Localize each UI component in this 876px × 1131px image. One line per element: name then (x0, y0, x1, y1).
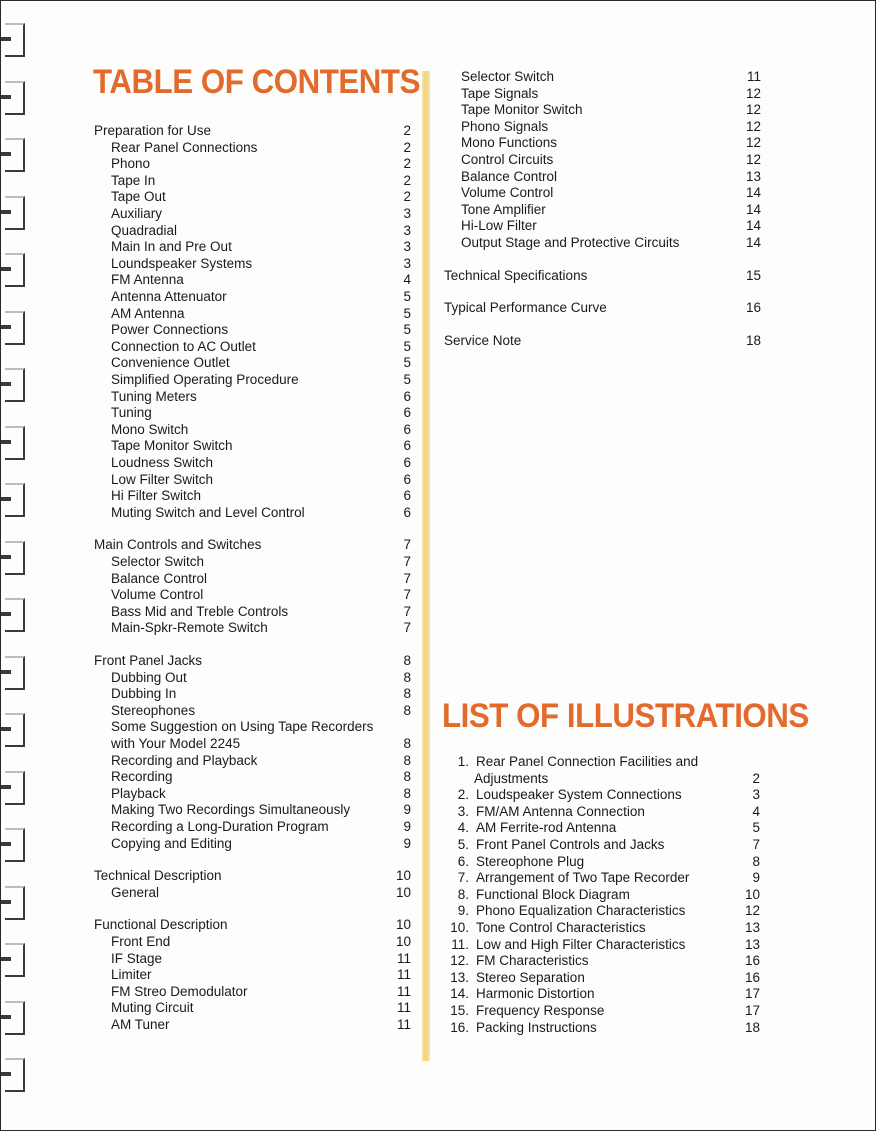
toc-entry (444, 85, 761, 102)
toc-page-number: 7 (403, 554, 411, 569)
toc-entry-title: Mono Functions (461, 135, 558, 151)
toc-page-number: 8 (403, 653, 411, 668)
toc-entry (94, 122, 411, 139)
toc-page-number: 10 (395, 917, 411, 933)
toc-entry-title: Limiter (111, 967, 152, 983)
toc-page-number: 8 (403, 769, 411, 785)
toc-entry-title: FM Streo Demodulator (111, 983, 248, 999)
toc-entry (94, 454, 411, 471)
toc-entry-title: FM Antenna (111, 272, 184, 288)
toc-page-number: 8 (403, 736, 411, 751)
toc-entry-title: Output Stage and Protective Circuits (461, 235, 680, 250)
toc-page-number: 3 (403, 239, 411, 255)
toc-entry-title: Preparation for Use (94, 123, 212, 138)
toc-entry-title: Typical Performance Curve (444, 300, 607, 316)
toc-entry (94, 752, 411, 769)
toc-entry-title: Functional Description (94, 917, 228, 933)
illustration-page-number: 8 (752, 853, 760, 869)
toc-page-number: 10 (395, 884, 411, 900)
toc-entry (94, 669, 411, 686)
toc-entry-title: Tape Out (111, 189, 166, 205)
illustration-entry (447, 902, 760, 919)
toc-page-number: 16 (745, 300, 761, 316)
toc-entry-title: Convenience Outlet (111, 355, 230, 371)
illustration-title: Rear Panel Connection Facilities and (476, 754, 699, 769)
toc-entry (444, 118, 761, 135)
toc-entry-title: AM Tuner (111, 1017, 170, 1032)
toc-entry (94, 255, 411, 272)
illustration-entry (447, 770, 760, 787)
toc-entry (94, 271, 411, 288)
toc-entry (94, 785, 411, 802)
toc-entry-title: Tape Signals (461, 85, 539, 101)
toc-entry (94, 702, 411, 719)
toc-entry (94, 504, 411, 521)
toc-page-number: 11 (396, 1000, 411, 1016)
toc-entry (94, 1016, 411, 1033)
toc-page-number: 5 (403, 355, 411, 371)
toc-page-number: 11 (746, 69, 761, 84)
toc-page-number: 2 (403, 189, 411, 205)
illustration-number: 4. (457, 820, 469, 836)
illustration-page-number: 12 (744, 903, 760, 919)
toc-entry-title: Simplified Operating Procedure (111, 372, 299, 387)
illustration-entry (447, 786, 760, 803)
toc-entry-title: Main In and Pre Out (111, 239, 232, 255)
toc-entry (94, 966, 411, 983)
toc-entry (94, 586, 411, 603)
toc-entry-title: General (111, 884, 160, 900)
toc-page-number: 8 (403, 702, 411, 718)
toc-entry-title: Some Suggestion on Using Tape Recorders (111, 719, 374, 735)
toc-entry (444, 68, 761, 85)
illustration-title: Packing Instructions (476, 1019, 597, 1035)
toc-entry-title: Phono (111, 156, 151, 172)
toc-entry (94, 735, 411, 752)
toc-page-number: 5 (403, 305, 411, 321)
illustration-number: 2. (457, 787, 469, 803)
toc-page-number: 12 (745, 102, 761, 118)
toc-entry (94, 950, 411, 967)
toc-entry (94, 388, 411, 405)
illustration-title: Low and High Filter Characteristics (476, 936, 686, 952)
table-of-contents-left-column (94, 122, 411, 1042)
binding-ring (5, 943, 25, 977)
toc-entry-title: Volume Control (111, 587, 204, 603)
toc-entry (94, 205, 411, 222)
illustration-number: 5. (457, 837, 469, 852)
toc-entry (94, 603, 411, 620)
toc-entry (94, 371, 411, 388)
list-of-illustrations (447, 753, 760, 1043)
illustration-page-number: 2 (752, 770, 760, 786)
toc-page-number: 14 (745, 201, 761, 217)
toc-entry (94, 421, 411, 438)
illustration-title: Arrangement of Two Tape Recorder (476, 870, 690, 886)
toc-entry (444, 217, 761, 234)
illustration-title: AM Ferrite-rod Antenna (476, 820, 617, 836)
toc-page-number: 7 (403, 603, 411, 619)
illustration-page-number: 9 (752, 870, 760, 886)
toc-entry-title: Tuning Meters (111, 388, 197, 404)
toc-entry (444, 267, 761, 284)
center-fold-stripe (422, 71, 430, 1061)
toc-entry-title: Connection to AC Outlet (111, 338, 256, 354)
toc-entry (94, 685, 411, 702)
toc-page-number: 6 (403, 405, 411, 421)
illustration-page-number: 13 (744, 936, 760, 952)
illustration-title: Tone Control Characteristics (476, 920, 646, 935)
illustration-entry (447, 1019, 760, 1036)
toc-entry-title: Antenna Attenuator (111, 289, 227, 304)
toc-page-number: 6 (403, 488, 411, 504)
illustration-entry (447, 952, 760, 969)
illustration-entry (447, 969, 760, 986)
toc-entry-title: Technical Specifications (444, 267, 588, 283)
binding-ring (5, 253, 25, 287)
toc-entry-title: Volume Control (461, 185, 554, 201)
toc-page-number: 11 (396, 967, 411, 983)
toc-entry (94, 983, 411, 1000)
toc-entry (94, 553, 411, 570)
illustration-page-number: 17 (744, 1003, 760, 1018)
binding-ring (5, 196, 25, 230)
illustration-entry (447, 985, 760, 1002)
toc-page-number: 6 (403, 388, 411, 404)
toc-page-number: 7 (403, 587, 411, 603)
table-of-contents-heading: TABLE OF CONTENTS (93, 63, 420, 101)
toc-entry (94, 172, 411, 189)
toc-entry-title: Loudness Switch (111, 455, 214, 470)
illustration-number: 8. (457, 886, 469, 902)
illustration-title: FM/AM Antenna Connection (476, 803, 645, 819)
toc-entry-title: IF Stage (111, 950, 163, 966)
illustration-page-number: 5 (752, 820, 760, 836)
toc-page-number: 15 (745, 267, 761, 283)
spiral-binding (5, 23, 27, 1083)
toc-entry (444, 134, 761, 151)
illustration-title: Loudspeaker System Connections (476, 787, 682, 803)
toc-entry-title: Auxiliary (111, 206, 163, 221)
illustration-title: Phono Equalization Characteristics (476, 903, 686, 919)
toc-entry-title: Tape Monitor Switch (461, 102, 583, 118)
toc-entry (94, 354, 411, 371)
illustration-number: 15. (450, 1003, 469, 1018)
illustration-entry (447, 936, 760, 953)
toc-entry (444, 299, 761, 316)
illustration-entry (447, 869, 760, 886)
toc-entry-title: Playback (111, 785, 166, 801)
toc-page-number: 9 (403, 819, 411, 834)
binding-ring (5, 1058, 25, 1092)
binding-ring (5, 771, 25, 805)
toc-page-number: 10 (395, 934, 411, 949)
toc-entry (94, 487, 411, 504)
toc-entry (444, 234, 761, 251)
toc-entry-title: Control Circuits (461, 152, 554, 167)
toc-entry (94, 471, 411, 488)
illustration-number: 11. (451, 936, 469, 952)
toc-entry-title: Main-Spkr-Remote Switch (111, 620, 268, 636)
toc-entry-title: Main Controls and Switches (94, 537, 262, 553)
illustration-title: Adjustments (474, 770, 549, 786)
toc-page-number: 12 (745, 135, 761, 151)
illustration-page-number: 10 (744, 886, 760, 902)
illustration-number: 16. (450, 1019, 469, 1035)
illustration-entry (447, 886, 760, 903)
binding-ring (5, 1001, 25, 1035)
toc-entry-title: Low Filter Switch (111, 471, 214, 487)
illustration-entry (447, 753, 760, 770)
toc-entry-title: Tone Amplifier (461, 201, 546, 217)
toc-page-number: 12 (745, 85, 761, 101)
toc-page-number: 6 (403, 421, 411, 437)
toc-page-number: 3 (403, 206, 411, 221)
illustration-page-number: 18 (744, 1019, 760, 1035)
illustration-title: Harmonic Distortion (476, 986, 595, 1002)
toc-page-number: 9 (403, 835, 411, 851)
toc-entry (94, 835, 411, 852)
toc-page-number: 8 (403, 686, 411, 702)
toc-page-number: 12 (745, 152, 761, 167)
toc-page-number: 2 (403, 123, 411, 138)
toc-page-number: 5 (403, 322, 411, 338)
toc-entry (94, 139, 411, 156)
toc-page-number: 6 (403, 471, 411, 487)
toc-entry (94, 437, 411, 454)
toc-entry (94, 999, 411, 1016)
toc-entry-title: Power Connections (111, 322, 229, 338)
illustration-number: 7. (457, 870, 469, 886)
toc-entry-title: AM Antenna (111, 305, 185, 321)
toc-entry-title: Service Note (444, 332, 522, 348)
toc-entry-title: Mono Switch (111, 421, 189, 437)
toc-entry (94, 867, 411, 884)
toc-entry (94, 718, 411, 735)
binding-ring (5, 541, 25, 575)
toc-page-number: 14 (745, 218, 761, 234)
toc-page-number: 14 (745, 235, 761, 250)
illustration-title: Stereophone Plug (476, 853, 585, 869)
toc-entry (94, 238, 411, 255)
toc-page-number: 6 (403, 504, 411, 520)
toc-page-number: 2 (403, 172, 411, 188)
toc-page-number: 11 (396, 950, 411, 966)
toc-entry-title: Loundspeaker Systems (111, 255, 253, 271)
illustration-entry (447, 819, 760, 836)
toc-entry (94, 222, 411, 239)
illustration-number: 9. (457, 903, 469, 919)
toc-entry (94, 916, 411, 933)
toc-entry (94, 536, 411, 553)
toc-page-number: 2 (403, 156, 411, 172)
toc-entry-title: Tape Monitor Switch (111, 438, 233, 454)
toc-page-number: 11 (396, 983, 411, 999)
toc-entry-title: Tape In (111, 172, 156, 188)
toc-entry-title: Technical Description (94, 868, 222, 884)
toc-entry (94, 288, 411, 305)
toc-entry-title: Muting Switch and Level Control (111, 504, 305, 520)
toc-entry-title: Hi Filter Switch (111, 488, 202, 504)
binding-ring (5, 23, 25, 57)
toc-page-number: 5 (403, 372, 411, 387)
toc-page-number: 8 (403, 752, 411, 768)
toc-entry-title: Making Two Recordings Simultaneously (111, 802, 351, 818)
toc-entry-title: Muting Circuit (111, 1000, 194, 1016)
toc-entry (94, 321, 411, 338)
binding-ring (5, 483, 25, 517)
toc-entry (444, 168, 761, 185)
toc-page-number: 3 (403, 222, 411, 238)
illustration-title: Frequency Response (476, 1003, 605, 1018)
toc-entry (94, 305, 411, 322)
toc-page-number: 2 (403, 139, 411, 155)
toc-entry-title: Selector Switch (111, 554, 205, 569)
toc-entry-title: Front Panel Jacks (94, 653, 203, 668)
binding-ring (5, 886, 25, 920)
illustration-entry (447, 803, 760, 820)
binding-ring (5, 713, 25, 747)
toc-page-number: 3 (403, 255, 411, 271)
toc-entry (444, 184, 761, 201)
toc-entry (94, 768, 411, 785)
illustration-page-number: 3 (752, 787, 760, 803)
illustration-number: 12. (450, 953, 469, 969)
toc-entry-title: Dubbing In (111, 686, 177, 702)
binding-ring (5, 81, 25, 115)
toc-page-number: 7 (403, 620, 411, 636)
toc-entry (444, 201, 761, 218)
toc-entry (94, 155, 411, 172)
toc-page-number: 7 (403, 570, 411, 586)
toc-entry (94, 619, 411, 636)
toc-entry (94, 801, 411, 818)
illustration-page-number: 16 (744, 969, 760, 985)
binding-ring (5, 656, 25, 690)
toc-entry-title: Recording and Playback (111, 752, 258, 768)
toc-entry-title: Quadradial (111, 222, 178, 238)
illustration-entry (447, 853, 760, 870)
toc-page-number: 18 (745, 332, 761, 348)
binding-ring (5, 598, 25, 632)
illustration-number: 6. (457, 853, 469, 869)
illustration-title: FM Characteristics (476, 953, 589, 969)
toc-page-number: 6 (403, 455, 411, 470)
illustration-title: Stereo Separation (476, 969, 585, 985)
toc-entry-title: Stereophones (111, 702, 196, 718)
toc-page-number: 7 (403, 537, 411, 553)
illustration-page-number: 17 (744, 986, 760, 1002)
toc-entry-title: with Your Model 2245 (111, 736, 241, 751)
toc-page-number: 10 (395, 868, 411, 884)
toc-entry-title: Front End (111, 934, 171, 949)
toc-entry-title: Recording a Long-Duration Program (111, 819, 329, 834)
toc-entry-title: Recording (111, 769, 173, 785)
toc-entry (94, 338, 411, 355)
illustration-number: 14. (450, 986, 469, 1002)
illustration-number: 1. (457, 754, 469, 769)
binding-ring (5, 426, 25, 460)
illustration-title: Functional Block Diagram (476, 886, 630, 902)
toc-entry (94, 404, 411, 421)
illustration-entry (447, 919, 760, 936)
illustration-number: 13. (450, 969, 469, 985)
illustration-page-number: 13 (744, 920, 760, 935)
toc-entry (94, 570, 411, 587)
toc-entry (444, 151, 761, 168)
binding-ring (5, 311, 25, 345)
toc-page-number: 14 (745, 185, 761, 201)
toc-page-number: 11 (396, 1017, 411, 1032)
illustration-entry (447, 836, 760, 853)
illustration-page-number: 16 (744, 953, 760, 969)
toc-entry (94, 652, 411, 669)
toc-entry-title: Dubbing Out (111, 669, 187, 685)
toc-entry-title: Balance Control (111, 570, 208, 586)
toc-entry-title: Hi-Low Filter (461, 218, 537, 234)
toc-entry (444, 332, 761, 349)
illustration-page-number: 7 (752, 837, 760, 852)
toc-page-number: 8 (403, 785, 411, 801)
list-of-illustrations-heading: LIST OF ILLUSTRATIONS (442, 697, 809, 735)
toc-entry (94, 933, 411, 950)
toc-entry (94, 818, 411, 835)
toc-page-number: 8 (403, 669, 411, 685)
binding-ring (5, 828, 25, 862)
toc-page-number: 6 (403, 438, 411, 454)
toc-entry-title: Selector Switch (461, 69, 555, 84)
toc-page-number: 12 (745, 118, 761, 134)
toc-entry (444, 101, 761, 118)
toc-page-number: 13 (745, 168, 761, 184)
binding-ring (5, 138, 25, 172)
table-of-contents-right-column (444, 68, 761, 368)
illustration-number: 10. (450, 920, 469, 935)
toc-entry-title: Copying and Editing (111, 835, 232, 851)
illustration-number: 3. (457, 803, 469, 819)
toc-entry-title: Bass Mid and Treble Controls (111, 603, 289, 619)
toc-entry-title: Phono Signals (461, 118, 549, 134)
toc-entry-title: Balance Control (461, 168, 558, 184)
toc-entry (94, 884, 411, 901)
illustration-page-number: 4 (752, 803, 760, 819)
illustration-entry (447, 1002, 760, 1019)
toc-page-number: 4 (403, 272, 411, 288)
toc-entry-title: Rear Panel Connections (111, 139, 258, 155)
toc-entry (94, 188, 411, 205)
toc-page-number: 5 (403, 338, 411, 354)
binding-ring (5, 368, 25, 402)
toc-entry-title: Tuning (111, 405, 152, 421)
toc-page-number: 5 (403, 289, 411, 304)
toc-page-number: 9 (403, 802, 411, 818)
illustration-title: Front Panel Controls and Jacks (476, 837, 665, 852)
